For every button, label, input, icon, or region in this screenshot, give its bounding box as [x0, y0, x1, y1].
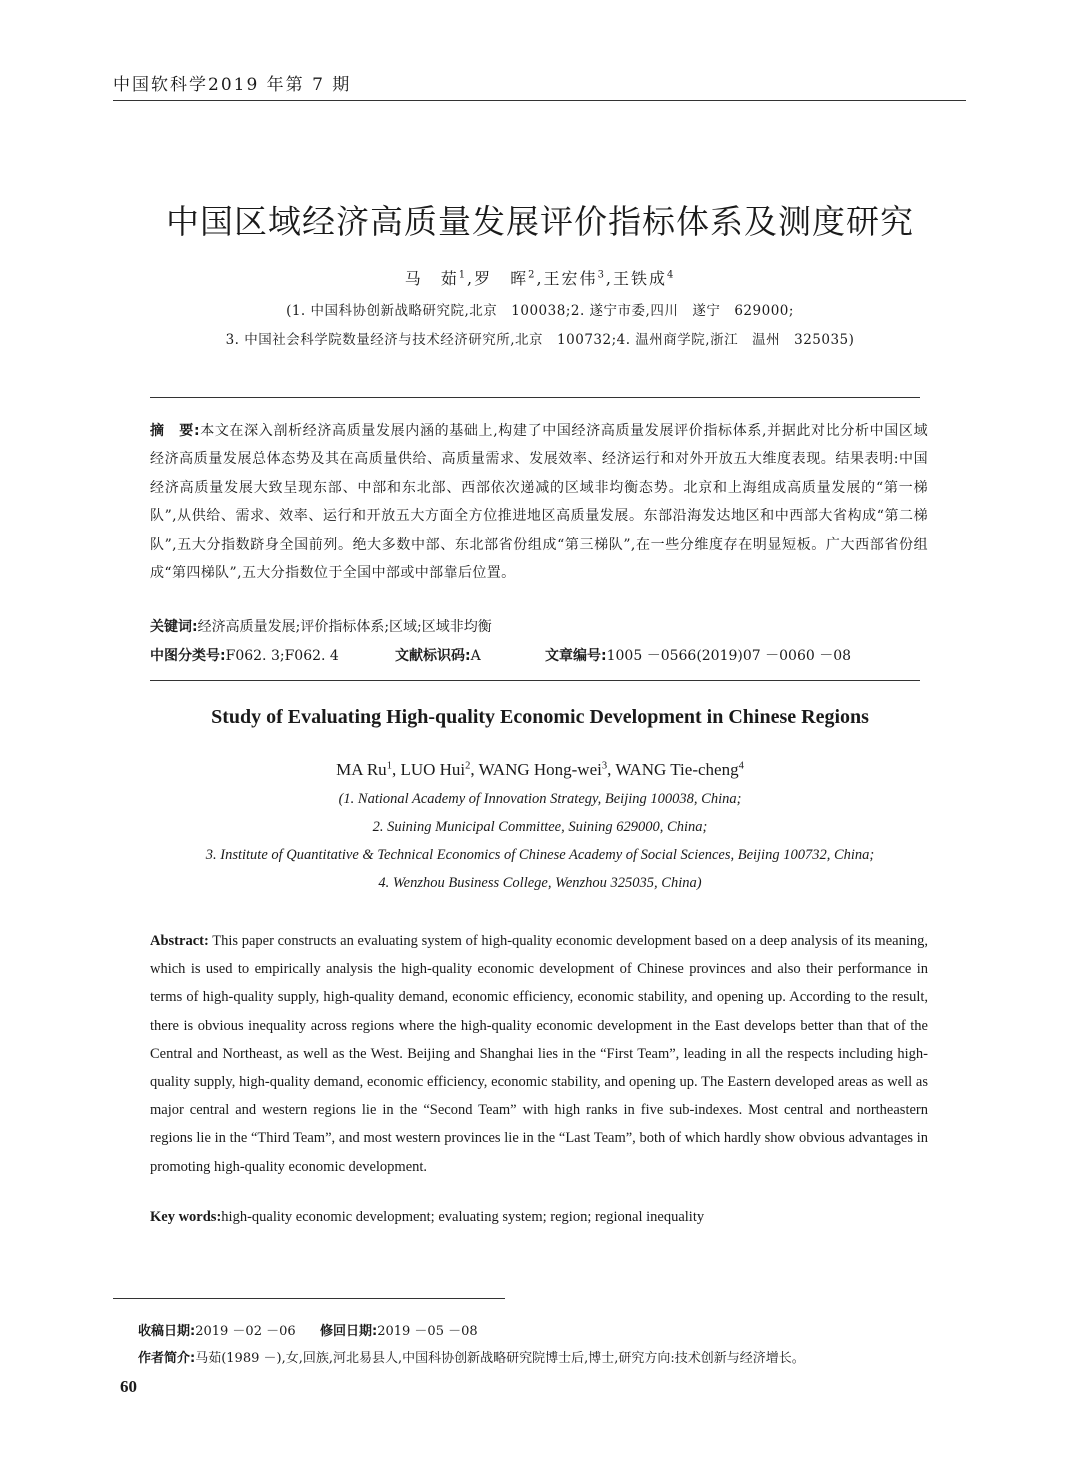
affiliation-en-line-2: 2. Suining Municipal Committee, Suining 629000, China;	[372, 819, 708, 835]
header-rule	[113, 100, 966, 101]
abstract-en	[150, 927, 928, 1181]
article-number: 文章编号:1005 －0566(2019)07 －0060 －08	[545, 648, 852, 664]
affiliation-en-line-1: (1. National Academy of Innovation Strategy, Beijing 100038, China;	[338, 791, 742, 807]
journal-header: 中国软科学2019 年第 7 期	[113, 75, 352, 95]
keywords-en	[150, 1209, 928, 1226]
abstract-en-label: Abstract:	[150, 933, 209, 949]
received-date: 收稿日期:2019 －02 －06	[138, 1324, 296, 1339]
author-zh-4: 王铁成$^4$	[612, 269, 676, 288]
page-number: 60	[120, 1377, 137, 1396]
keywords-en-label: Key words:	[150, 1209, 222, 1225]
author-zh-1: 马 茹$^1$	[404, 269, 468, 288]
author-bio: 作者简介:马茹(1989 －),女,回族,河北易县人,中国科协创新战略研究院博士后,博士,研究方向:技术创新与经济增长。	[138, 1351, 805, 1366]
author-en-4: WANG Tie-cheng$^4$	[615, 760, 744, 779]
author-zh-2: 罗 晖$^2$	[474, 269, 537, 288]
abstract-bottom-rule	[150, 680, 920, 681]
affiliation-en-line-3: 3. Institute of Quantitative & Technical Economics of Chinese Academy of Social Sciences, Beijing 100732, China;	[205, 847, 875, 863]
author-en-1: MA Ru$^1$	[336, 760, 392, 779]
authors-zh: 马 茹$^1$,罗 晖$^2$,王宏伟$^3$,王铁成$^4$	[404, 269, 676, 288]
abstract-zh	[150, 417, 928, 587]
keywords-zh	[150, 616, 928, 636]
footnote-rule	[113, 1298, 505, 1299]
document-code: 文献标识码:A	[395, 648, 481, 664]
affiliation-zh-line-1: (1. 中国科协创新战略研究院,北京 100038;2. 遂宁市委,四川 遂宁 629000;	[286, 303, 794, 319]
keywords-zh-text: 经济高质量发展;评价指标体系;区域;区域非均衡	[197, 619, 492, 635]
revised-date: 修回日期:2019 －05 －08	[320, 1324, 478, 1339]
abstract-top-rule	[150, 397, 920, 398]
abstract-zh-label: 摘 要:	[150, 423, 200, 439]
affiliation-zh-line-2: 3. 中国社会科学院数量经济与技术经济研究所,北京 100732;4. 温州商学院,浙江 温州 325035)	[225, 332, 855, 348]
affiliation-en-line-4: 4. Wenzhou Business College, Wenzhou 325035, China)	[378, 875, 702, 891]
keywords-en-text: high-quality economic development; evaluating system; region; regional inequality	[221, 1209, 705, 1225]
title-zh: 中国区域经济高质量发展评价指标体系及测度研究	[166, 202, 914, 241]
keywords-zh-label: 关键词:	[150, 619, 198, 635]
clc-number: 中图分类号:F062. 3;F062. 4	[150, 648, 339, 664]
authors-en: MA Ru$^1$, LUO Hui$^2$, WANG Hong-wei$^3$, WANG Tie-cheng$^4$	[336, 760, 744, 779]
author-en-2: LUO Hui$^2$	[400, 760, 471, 779]
title-en: Study of Evaluating High-quality Economic Development in Chinese Regions	[211, 706, 869, 728]
author-zh-3: 王宏伟$^3$	[543, 269, 606, 288]
author-en-3: WANG Hong-wei$^3$	[478, 760, 608, 779]
abstract-zh-text: 本文在深入剖析经济高质量发展内涵的基础上,构建了中国经济高质量发展评价指标体系,并据此对比分析中国区域经济高质量发展总体态势及其在高质量供给、高质量需求、发展效率、经济运行和对外开放五大维度表现。结果表明:中国经济高质量发展大致呈现东部、中部和东北部、西部依次递减的区域非均衡态势。北京和上海组成高质量发展的“第一梯队”,从供给、需求、效率、运行和开放五大方面全方位推进地区高质量发展。东部沿海发达地区和中西部大省构成“第二梯队”,五大分指数跻身全国前列。绝大多数中部、东北部省份组成“第三梯队”,在一些分维度存在明显短板。广大西部省份组成“第四梯队”,五大分指数位于全国中部或中部靠后位置。	[150, 423, 928, 582]
abstract-en-text: This paper constructs an evaluating system of high-quality economic development based on a deep analysis of its meaning, which is used to empirically analysis the high-quality economic development of Chinese provinces and also their performance in terms of high-quality supply, high-quality demand, economic efficiency, economic stability, and opening up. According to the result, there is obvious inequality across regions where the high-quality economic development in the East develops better than that of the Central and Northeast, as well as the West. Beijing and Shanghai lies in the “First Team”, leading in all the respects including high-quality supply, high-quality demand, economic efficiency, economic stability, and opening up. The Eastern developed areas as well as major central and western regions lie in the “Second Team” with high ranks in five sub-indexes. Most central and northeastern regions lie in the “Third Team”, and most western provinces lie in the “Last Team”, both of which hardly show obvious advantages in promoting high-quality economic development.	[150, 933, 928, 1175]
